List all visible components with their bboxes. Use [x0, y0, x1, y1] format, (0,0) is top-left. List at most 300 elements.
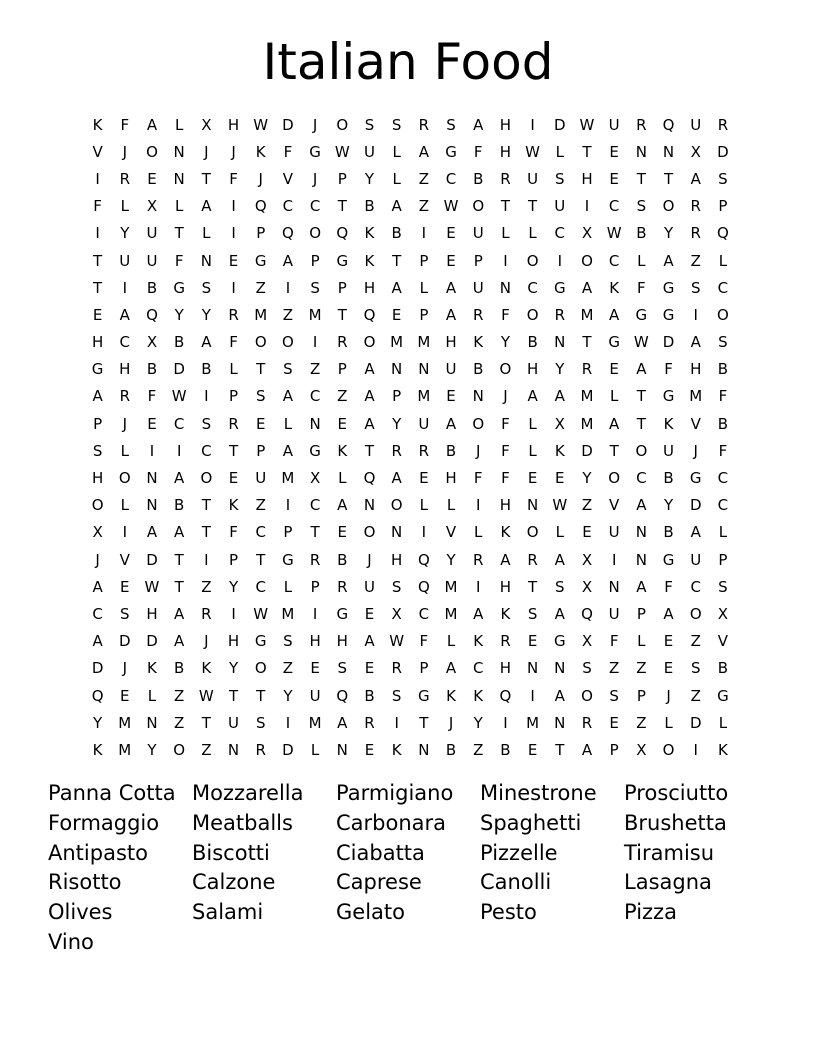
grid-letter: W: [144, 577, 160, 596]
grid-letter: A: [391, 469, 402, 488]
grid-letter: G: [254, 251, 267, 270]
grid-letter: P: [419, 251, 429, 270]
grid-letter: U: [146, 251, 158, 270]
grid-letter: J: [204, 142, 209, 161]
grid-letter: R: [473, 305, 484, 324]
grid-letter: Q: [146, 305, 158, 324]
grid-letter: E: [92, 305, 103, 324]
grid-letter: E: [337, 414, 348, 433]
grid-letter: V: [445, 523, 457, 542]
grid-letter: A: [554, 550, 565, 569]
grid-letter: U: [690, 115, 702, 134]
grid-letter: Q: [417, 577, 430, 596]
grid-letter: J: [231, 142, 236, 161]
grid-letter: S: [555, 169, 565, 188]
grid-letter: T: [93, 278, 103, 297]
grid-letter: B: [391, 224, 402, 243]
grid-letter: I: [584, 197, 590, 216]
grid-letter: B: [663, 523, 674, 542]
grid-letter: R: [418, 441, 430, 460]
grid-letter: A: [337, 713, 348, 732]
grid-letter: G: [309, 441, 321, 460]
grid-letter: X: [581, 550, 593, 569]
grid-letter: Y: [663, 224, 674, 243]
grid-letter: N: [146, 713, 158, 732]
grid-letter: A: [445, 414, 457, 433]
grid-letter: L: [419, 278, 429, 297]
grid-letter: H: [146, 604, 158, 623]
grid-letter: H: [445, 333, 457, 352]
grid-letter: O: [526, 251, 539, 270]
grid-letter: S: [718, 577, 728, 596]
grid-letter: H: [581, 169, 593, 188]
grid-letter: A: [554, 686, 565, 705]
grid-letter: E: [364, 604, 375, 623]
grid-letter: I: [285, 496, 291, 515]
grid-letter: G: [553, 278, 566, 297]
grid-letter: E: [120, 686, 130, 705]
grid-letter: S: [120, 604, 130, 623]
grid-letter: P: [337, 360, 347, 379]
grid-letter: G: [635, 305, 648, 324]
grid-letter: W: [552, 496, 568, 515]
grid-letter: R: [581, 360, 593, 379]
grid-letter: B: [201, 360, 212, 379]
grid-letter: T: [582, 333, 592, 352]
grid-letter: B: [445, 740, 457, 759]
grid-letter: Z: [255, 278, 266, 297]
grid-letter: N: [554, 333, 566, 352]
grid-letter: C: [418, 604, 430, 623]
grid-letter: F: [609, 632, 619, 651]
grid-letter: C: [472, 659, 484, 678]
grid-letter: B: [636, 224, 647, 243]
grid-letter: L: [528, 414, 537, 433]
grid-letter: S: [391, 115, 402, 134]
grid-letter: L: [528, 441, 537, 460]
grid-letter: H: [227, 632, 240, 651]
word-list-item: Antipasto: [48, 840, 148, 865]
grid-letter: P: [419, 659, 429, 678]
grid-letter: V: [282, 169, 294, 188]
grid-letter: C: [445, 169, 457, 188]
grid-letter: L: [310, 740, 320, 759]
grid-letter: V: [609, 496, 620, 515]
grid-letter: J: [448, 713, 454, 732]
grid-letter: O: [526, 305, 539, 324]
grid-letter: I: [530, 115, 535, 134]
grid-letter: O: [526, 523, 539, 542]
grid-letter: U: [608, 523, 620, 542]
grid-letter: U: [527, 169, 539, 188]
grid-letter: C: [92, 604, 103, 623]
grid-letter: T: [201, 169, 211, 188]
grid-letter: P: [636, 686, 646, 705]
grid-letter: E: [120, 577, 130, 596]
grid-letter: J: [503, 387, 508, 406]
grid-letter: G: [445, 142, 457, 161]
grid-letter: C: [201, 441, 212, 460]
grid-letter: T: [663, 169, 674, 188]
grid-letter: G: [282, 550, 294, 569]
grid-letter: A: [527, 387, 538, 406]
grid-letter: O: [390, 496, 403, 515]
grid-letter: Y: [555, 360, 565, 379]
grid-letter: O: [662, 740, 675, 759]
grid-letter: C: [309, 197, 321, 216]
grid-letter: A: [174, 523, 185, 542]
grid-letter: W: [253, 115, 269, 134]
grid-letter: A: [609, 305, 620, 324]
grid-letter: N: [608, 577, 620, 596]
grid-letter: S: [337, 659, 348, 678]
grid-letter: L: [637, 632, 646, 651]
grid-letter: U: [445, 360, 457, 379]
grid-letter: B: [473, 360, 484, 379]
grid-letter: L: [120, 441, 129, 460]
grid-letter: L: [528, 224, 537, 243]
grid-letter: K: [337, 441, 348, 460]
grid-letter: Y: [473, 713, 483, 732]
grid-letter: X: [581, 577, 593, 596]
grid-letter: F: [501, 441, 510, 460]
grid-letter: N: [227, 740, 240, 759]
grid-letter: O: [254, 333, 267, 352]
grid-letter: N: [499, 278, 512, 297]
grid-letter: P: [609, 740, 619, 759]
grid-letter: O: [309, 224, 321, 243]
grid-letter: I: [285, 713, 291, 732]
grid-letter: Q: [417, 550, 430, 569]
grid-letter: M: [308, 713, 322, 732]
grid-letter: O: [336, 115, 349, 134]
grid-letter: N: [635, 523, 647, 542]
grid-letter: T: [528, 577, 538, 596]
grid-letter: P: [229, 387, 239, 406]
grid-letter: H: [499, 142, 512, 161]
grid-letter: M: [580, 414, 594, 433]
grid-letter: O: [635, 441, 648, 460]
grid-letter: E: [419, 469, 429, 488]
word-list-item: Salami: [192, 900, 264, 925]
grid-letter: S: [582, 659, 592, 678]
grid-letter: T: [174, 577, 184, 596]
word-list-item: Carbonara: [336, 810, 447, 835]
grid-letter: G: [662, 387, 675, 406]
grid-letter: Y: [228, 659, 239, 678]
grid-letter: K: [554, 441, 565, 460]
grid-letter: T: [256, 686, 266, 705]
grid-letter: T: [201, 523, 211, 542]
grid-letter: H: [336, 632, 348, 651]
grid-letter: S: [690, 278, 701, 297]
word-list-item: Calzone: [192, 870, 276, 895]
grid-letter: H: [119, 360, 131, 379]
grid-letter: B: [146, 278, 158, 297]
grid-letter: S: [527, 604, 538, 623]
grid-letter: B: [663, 469, 674, 488]
grid-letter: Q: [363, 305, 376, 324]
grid-letter: N: [526, 659, 539, 678]
grid-letter: L: [555, 523, 564, 542]
grid-letter: E: [609, 713, 619, 732]
grid-letter: X: [309, 469, 321, 488]
grid-letter: L: [718, 523, 728, 542]
grid-letter: I: [421, 523, 427, 542]
grid-letter: R: [554, 305, 565, 324]
grid-letter: I: [149, 441, 155, 460]
grid-letter: R: [636, 115, 647, 134]
grid-letter: O: [363, 523, 376, 542]
grid-letter: A: [663, 604, 674, 623]
grid-letter: Z: [636, 713, 647, 732]
grid-letter: F: [664, 360, 673, 379]
word-list-item: Minestrone: [480, 781, 597, 805]
grid-letter: R: [527, 550, 538, 569]
grid-letter: A: [146, 115, 158, 134]
grid-letter: R: [418, 115, 430, 134]
grid-letter: W: [171, 387, 187, 406]
grid-letter: S: [364, 115, 375, 134]
grid-letter: I: [557, 251, 562, 270]
grid-letter: Q: [282, 224, 294, 243]
grid-letter: D: [717, 142, 729, 161]
grid-letter: J: [122, 659, 127, 678]
grid-letter: K: [500, 604, 511, 623]
grid-letter: N: [635, 550, 647, 569]
grid-letter: W: [389, 632, 405, 651]
grid-letter: H: [363, 278, 376, 297]
grid-letter: A: [636, 360, 647, 379]
grid-letter: J: [367, 550, 372, 569]
grid-letter: F: [718, 387, 728, 406]
grid-letter: F: [637, 278, 646, 297]
grid-letter: C: [608, 251, 620, 270]
grid-letter: X: [636, 740, 647, 759]
grid-letter: S: [283, 360, 293, 379]
grid-letter: J: [312, 169, 318, 188]
grid-letter: Z: [255, 496, 266, 515]
grid-letter: L: [446, 632, 456, 651]
grid-letter: I: [95, 224, 100, 243]
grid-letter: A: [636, 577, 647, 596]
grid-letter: Y: [228, 577, 239, 596]
grid-letter: A: [581, 740, 593, 759]
grid-letter: I: [231, 604, 236, 623]
grid-letter: A: [174, 469, 185, 488]
word-list-item: Olives: [48, 900, 113, 925]
grid-letter: I: [693, 305, 698, 324]
grid-letter: M: [417, 333, 431, 352]
grid-letter: T: [174, 550, 184, 569]
grid-letter: M: [281, 604, 295, 623]
grid-letter: B: [717, 414, 729, 433]
grid-letter: F: [501, 305, 510, 324]
grid-letter: L: [283, 577, 293, 596]
grid-letter: L: [637, 251, 646, 270]
grid-letter: S: [718, 169, 728, 188]
grid-letter: I: [503, 713, 508, 732]
grid-letter: Z: [609, 659, 620, 678]
grid-letter: H: [499, 115, 512, 134]
grid-letter: P: [229, 550, 239, 569]
grid-letter: P: [256, 441, 266, 460]
grid-letter: N: [309, 414, 321, 433]
word-list-item: Caprese: [336, 870, 422, 895]
grid-letter: M: [390, 333, 404, 352]
grid-letter: L: [283, 414, 293, 433]
grid-letter: Q: [254, 197, 267, 216]
grid-letter: L: [174, 115, 184, 134]
grid-letter: E: [446, 387, 456, 406]
grid-letter: K: [391, 740, 402, 759]
grid-letter: C: [717, 278, 729, 297]
grid-letter: A: [364, 360, 375, 379]
grid-letter: P: [337, 169, 347, 188]
grid-letter: G: [689, 469, 702, 488]
grid-letter: T: [256, 550, 266, 569]
grid-letter: A: [554, 387, 565, 406]
grid-letter: P: [93, 414, 103, 433]
grid-letter: A: [364, 632, 375, 651]
grid-letter: R: [228, 305, 239, 324]
grid-letter: G: [336, 604, 349, 623]
grid-letter: E: [527, 740, 538, 759]
grid-letter: J: [476, 441, 481, 460]
grid-letter: N: [472, 387, 484, 406]
grid-letter: S: [690, 659, 701, 678]
grid-letter: A: [364, 414, 375, 433]
grid-letter: O: [282, 333, 294, 352]
grid-letter: K: [500, 523, 511, 542]
grid-letter: I: [231, 197, 236, 216]
grid-letter: I: [530, 686, 535, 705]
word-list-item: Pizzelle: [480, 840, 558, 865]
grid-letter: M: [444, 604, 458, 623]
grid-letter: B: [717, 360, 729, 379]
grid-letter: W: [606, 224, 622, 243]
grid-letter: X: [717, 604, 729, 623]
grid-letter: N: [554, 659, 566, 678]
grid-letter: R: [201, 604, 212, 623]
grid-letter: Y: [147, 740, 157, 759]
grid-letter: X: [581, 632, 593, 651]
grid-letter: E: [555, 469, 565, 488]
grid-letter: X: [391, 604, 402, 623]
grid-letter: M: [417, 387, 431, 406]
grid-letter: J: [666, 686, 671, 705]
grid-letter: B: [364, 197, 375, 216]
grid-letter: A: [337, 496, 348, 515]
word-list-item: Mozzarella: [192, 781, 304, 805]
grid-letter: C: [309, 387, 321, 406]
grid-letter: K: [147, 659, 157, 678]
grid-letter: G: [662, 550, 675, 569]
word-list-item: Tiramisu: [624, 840, 715, 865]
grid-letter: Z: [690, 632, 701, 651]
grid-letter: Y: [174, 305, 184, 324]
grid-letter: A: [609, 414, 620, 433]
grid-letter: I: [476, 577, 481, 596]
grid-letter: J: [122, 142, 127, 161]
grid-letter: Z: [201, 740, 212, 759]
grid-letter: V: [717, 632, 729, 651]
grid-letter: R: [500, 169, 511, 188]
grid-letter: N: [635, 142, 647, 161]
grid-letter: Z: [174, 713, 185, 732]
grid-letter: B: [717, 659, 729, 678]
grid-letter: C: [717, 469, 729, 488]
word-list-item: Gelato: [336, 900, 405, 925]
grid-letter: H: [499, 496, 512, 515]
grid-letter: K: [364, 251, 375, 270]
grid-letter: S: [310, 278, 320, 297]
grid-letter: F: [93, 197, 102, 216]
word-list-item: Spaghetti: [480, 810, 582, 835]
grid-letter: Q: [662, 115, 675, 134]
letter-grid: [84, 111, 736, 764]
grid-letter: O: [581, 686, 593, 705]
word-list-item: Brushetta: [624, 810, 727, 835]
grid-letter: K: [717, 740, 728, 759]
grid-letter: Z: [690, 686, 701, 705]
grid-letter: B: [174, 659, 185, 678]
grid-letter: V: [92, 142, 103, 161]
grid-letter: L: [147, 686, 157, 705]
grid-letter: T: [419, 713, 429, 732]
grid-letter: N: [146, 469, 158, 488]
grid-letter: E: [147, 169, 157, 188]
word-list-item: Formaggio: [48, 810, 160, 835]
word-list-item: Ciabatta: [336, 840, 425, 865]
grid-letter: L: [501, 224, 510, 243]
grid-letter: P: [337, 278, 347, 297]
grid-letter: H: [309, 632, 321, 651]
grid-letter: X: [554, 414, 565, 433]
grid-letter: K: [473, 686, 484, 705]
grid-letter: E: [364, 659, 375, 678]
grid-letter: T: [337, 305, 347, 324]
grid-letter: H: [391, 550, 403, 569]
grid-letter: G: [608, 333, 620, 352]
grid-letter: U: [608, 604, 620, 623]
grid-letter: G: [254, 632, 267, 651]
grid-letter: Y: [364, 169, 375, 188]
grid-letter: F: [283, 142, 293, 161]
grid-letter: F: [147, 387, 157, 406]
grid-letter: Z: [473, 740, 484, 759]
grid-letter: O: [608, 469, 621, 488]
grid-letter: H: [91, 469, 104, 488]
grid-letter: E: [255, 414, 266, 433]
grid-letter: S: [609, 686, 619, 705]
grid-letter: I: [394, 713, 399, 732]
grid-letter: E: [527, 469, 538, 488]
grid-letter: A: [445, 305, 457, 324]
grid-letter: X: [201, 115, 212, 134]
grid-letter: M: [444, 577, 458, 596]
grid-letter: Z: [282, 305, 294, 324]
grid-letter: T: [636, 387, 646, 406]
grid-letter: A: [282, 251, 294, 270]
grid-letter: D: [581, 441, 593, 460]
grid-letter: S: [391, 686, 402, 705]
word-list-item: Pesto: [480, 900, 537, 925]
grid-letter: L: [338, 469, 347, 488]
grid-letter: T: [555, 740, 565, 759]
grid-letter: T: [500, 197, 510, 216]
grid-letter: E: [310, 659, 320, 678]
